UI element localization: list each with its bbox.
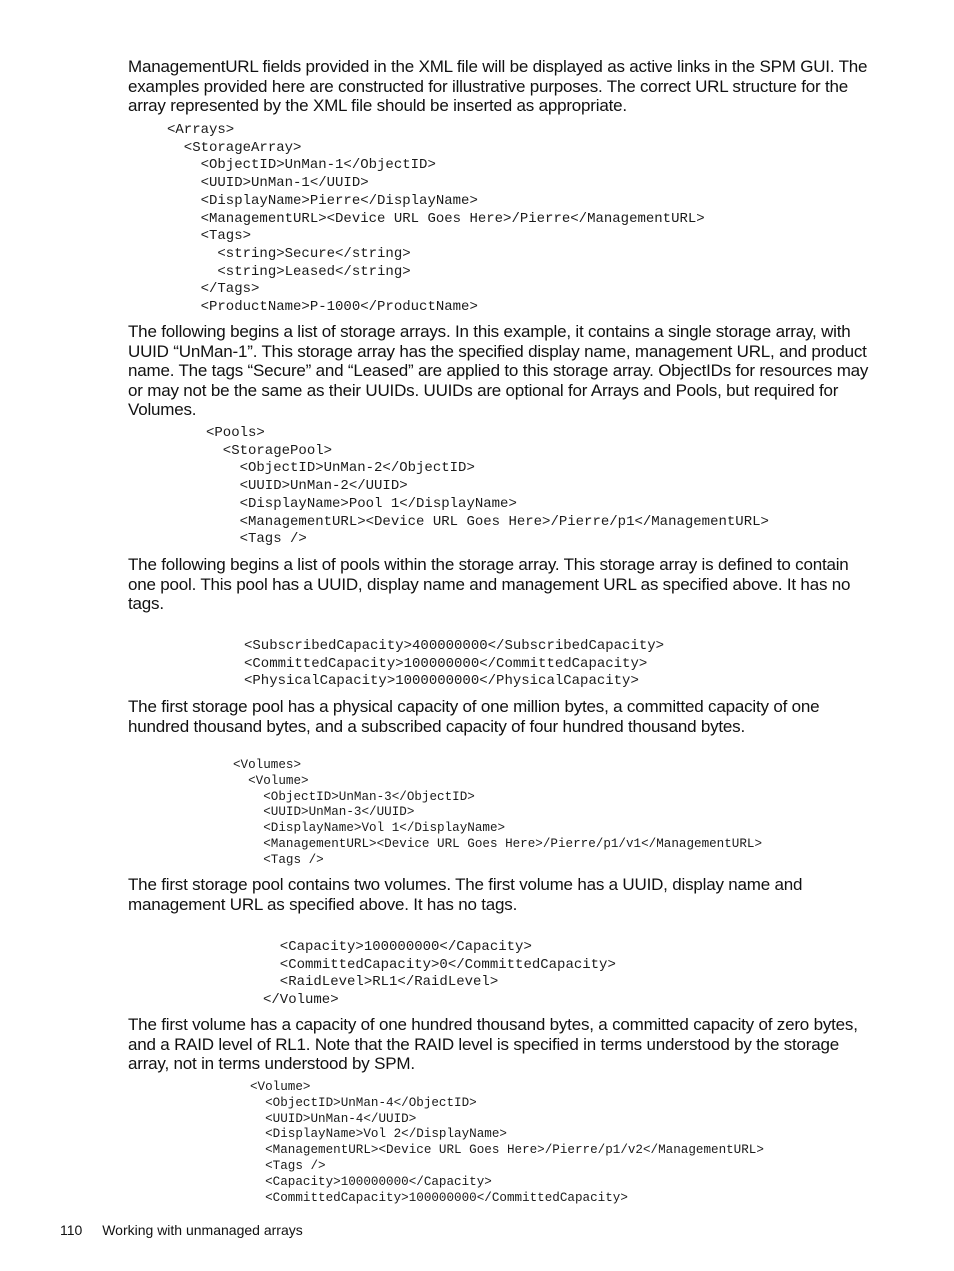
code-line: <ObjectID>UnMan-4</ObjectID> — [250, 1095, 477, 1110]
code-line: </Tags> — [167, 281, 260, 298]
code-line: <string>Leased</string> — [167, 263, 411, 280]
code-line: <ObjectID>UnMan-2</ObjectID> — [206, 460, 475, 477]
code-line: <StorageArray> — [167, 139, 302, 156]
code-block-pool-capacity — [244, 638, 664, 691]
code-line: <Volume> — [250, 1080, 311, 1094]
arrays-explanation-paragraph: The following begins a list of storage arrays. In this example, it contains a single storage array, with UUID “UnMan-1”. This storage array has the specified display name, management URL, and product name. The tags “Secure” and “Leased” are applied to this storage array. ObjectIDs for resources may or may not be the same as their UUIDs. UUIDs are optional for Arrays and Pools, but required for Volumes. — [128, 322, 869, 419]
pool-capacity-paragraph: The first storage pool has a physical capacity of one million bytes, a committed capacity of one hundred thousand bytes, and a subscribed capacity of four hundred thousand bytes. — [128, 697, 820, 736]
code-line: <UUID>UnMan-2</UUID> — [206, 478, 408, 495]
code-line: <Pools> — [206, 425, 265, 441]
footer-section-title: Working with unmanaged arrays — [102, 1222, 303, 1238]
code-line: <CommittedCapacity>100000000</CommittedCapacity> — [250, 1190, 628, 1205]
code-line: <ManagementURL><Device URL Goes Here>/Pierre/p1/v2</ManagementURL> — [250, 1143, 764, 1158]
code-block-volume-capacity — [263, 939, 616, 1010]
code-block-pools — [206, 425, 769, 549]
page-number: 110 — [60, 1222, 83, 1238]
code-line: <UUID>UnMan-1</UUID> — [167, 175, 369, 192]
volumes-explanation-paragraph: The first storage pool contains two volumes. The first volume has a UUID, display name and management URL as specified above. It has no tags. — [128, 875, 803, 914]
code-line: <DisplayName>Pierre</DisplayName> — [167, 192, 478, 209]
code-line: <DisplayName>Pool 1</DisplayName> — [206, 495, 517, 512]
code-line: <Tags /> — [233, 852, 324, 867]
code-line: <StoragePool> — [206, 442, 333, 459]
code-line: <DisplayName>Vol 2</DisplayName> — [250, 1127, 507, 1142]
code-line: <Capacity>100000000</Capacity> — [250, 1174, 492, 1189]
code-line: <Tags> — [167, 228, 252, 245]
code-line: <ProductName>P-1000</ProductName> — [167, 299, 478, 316]
code-line: <UUID>UnMan-3</UUID> — [233, 805, 415, 820]
code-line: <UUID>UnMan-4</UUID> — [250, 1111, 417, 1126]
code-line: <Arrays> — [167, 122, 235, 138]
code-line: <ManagementURL><Device URL Goes Here>/Pierre/p1</ManagementURL> — [206, 513, 769, 530]
code-block-arrays — [167, 122, 705, 317]
code-line: </Volume> — [263, 992, 339, 1009]
code-line: <Volumes> — [233, 758, 302, 772]
page-footer — [60, 1222, 303, 1238]
code-block-volume-2 — [250, 1080, 764, 1206]
code-line: <ManagementURL><Device URL Goes Here>/Pierre</ManagementURL> — [167, 210, 705, 227]
code-line: <PhysicalCapacity>1000000000</PhysicalCapacity> — [244, 673, 639, 690]
code-line: <Tags /> — [250, 1158, 326, 1173]
code-line: <string>Secure</string> — [167, 245, 411, 262]
pools-explanation-paragraph: The following begins a list of pools within the storage array. This storage array is defined to contain one pool. This pool has a UUID, display name and management URL as specified above. It has no tags. — [128, 555, 851, 613]
intro-paragraph: ManagementURL fields provided in the XML file will be displayed as active links in the SPM GUI. The examples provided here are constructed for illustrative purposes. The correct URL structure for the array represented by the XML file should be inserted as appropriate. — [128, 57, 868, 115]
code-line: <ObjectID>UnMan-3</ObjectID> — [233, 789, 475, 804]
code-line: <DisplayName>Vol 1</DisplayName> — [233, 821, 506, 836]
code-line: <ObjectID>UnMan-1</ObjectID> — [167, 157, 436, 174]
code-block-volumes — [233, 758, 762, 869]
code-line: <SubscribedCapacity>400000000</SubscribedCapacity> — [244, 638, 665, 654]
code-line: <ManagementURL><Device URL Goes Here>/Pierre/p1/v1</ManagementURL> — [233, 836, 763, 851]
code-line: <CommittedCapacity>0</CommittedCapacity> — [263, 956, 616, 973]
volume-capacity-paragraph: The first volume has a capacity of one hundred thousand bytes, a committed capacity of zero bytes, and a RAID level of RL1. Note that the RAID level is specified in terms understood by the storage array, not in terms understood by SPM. — [128, 1015, 858, 1073]
code-line: <Capacity>100000000</Capacity> — [263, 939, 532, 955]
code-line: <Tags /> — [206, 531, 307, 548]
code-line: <RaidLevel>RL1</RaidLevel> — [263, 974, 499, 991]
code-line: <CommittedCapacity>100000000</CommittedCapacity> — [244, 655, 648, 672]
code-line: <Volume> — [233, 773, 309, 788]
